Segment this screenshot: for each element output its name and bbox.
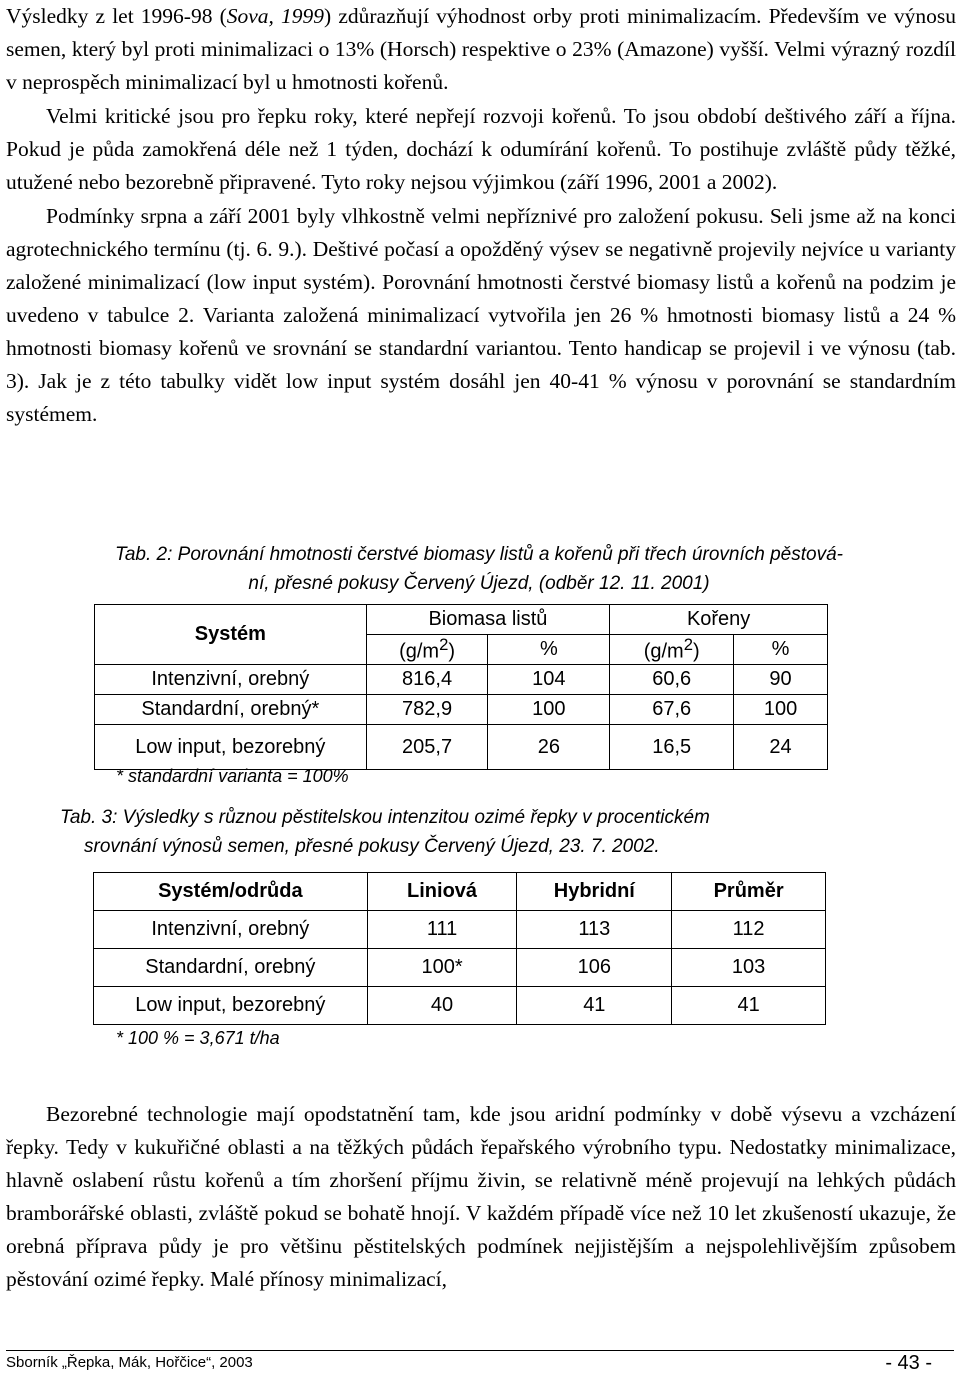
th-system-variety: Systém/odrůda bbox=[94, 873, 368, 911]
table3-caption-line1: Tab. 3: Výsledky s různou pěstitelskou intenzitou ozimé řepky v procentickém bbox=[60, 807, 710, 828]
table-row bbox=[95, 725, 828, 770]
cell-hybridni: 106 bbox=[517, 949, 672, 987]
unit-sup: 2 bbox=[439, 635, 449, 655]
footer-divider bbox=[6, 1350, 954, 1351]
paragraph-2: Velmi kritické jsou pro řepku roky, které nepřejí rozvoji kořenů. To jsou období deštivého září a října. Pokud je půda zamokřená déle než 1 týden, dochází k odumírání kořenů. To postihuje zvláště půdy těžké, utužené nebo bezorebně připravené. Tyto roky nejsou výjimkou (září 1996, 2001 a 2002). bbox=[6, 104, 956, 194]
table2-caption-line2: ní, přesné pokusy Červený Újezd, (odběr 12. 11. 2001) bbox=[248, 573, 710, 594]
cell-biomass-pct: 100 bbox=[488, 695, 610, 725]
cell-roots-g: 16,5 bbox=[610, 725, 734, 770]
table-row bbox=[94, 949, 826, 987]
table2 bbox=[94, 604, 828, 770]
table3-header-row bbox=[94, 873, 826, 911]
cell-biomass-g: 205,7 bbox=[366, 725, 488, 770]
cell-liniova: 40 bbox=[367, 987, 517, 1025]
cell-liniova: 111 bbox=[367, 911, 517, 949]
citation: Sova, 1999 bbox=[226, 4, 325, 28]
table-row bbox=[94, 911, 826, 949]
cell-prumer: 112 bbox=[672, 911, 826, 949]
th-biomass: Biomasa listů bbox=[366, 605, 610, 635]
cell-biomass-g: 816,4 bbox=[366, 665, 488, 695]
paragraph-1 bbox=[6, 0, 956, 99]
th-prumer: Průměr bbox=[672, 873, 826, 911]
th-system: Systém bbox=[95, 605, 367, 665]
table2-header-row1 bbox=[95, 605, 828, 635]
cell-prumer: 41 bbox=[672, 987, 826, 1025]
cell-hybridni: 41 bbox=[517, 987, 672, 1025]
table3 bbox=[93, 872, 826, 1025]
unit-post: ) bbox=[692, 640, 700, 663]
footer-source: Sborník „Řepka, Mák, Hořčice“, 2003 bbox=[6, 1354, 253, 1371]
table-row bbox=[94, 987, 826, 1025]
paragraph-3: Podmínky srpna a září 2001 byly vlhkostně velmi nepříznivé pro založení pokusu. Seli jsme až na konci agrotechnického termínu (tj. 6. 9.). Deštivé počasí a opožděný výsev se negativně projevily nejvíce u varianty založené minimalizací (low input systém). Porovnání hmotnosti čerstvé biomasy listů a kořenů na podzim je uvedeno v tabulce 2. Varianta založená minimalizací vytvořila jen 26 % hmotnosti biomasy listů a 24 % hmotnosti biomasy kořenů ve srovnání se standardní variantou. Tento handicap se projevil i ve výnosu (tab. 3). Jak je z této tabulky vidět low input systém dosáhl jen 40-41 % výnosu v porovnání se standardním systémem. bbox=[6, 204, 956, 426]
th-roots-unit bbox=[610, 635, 734, 665]
p1-pre: Výsledky z let 1996-98 ( bbox=[6, 4, 227, 28]
cell-system: Standardní, orebný bbox=[94, 949, 368, 987]
cell-system: Intenzivní, orebný bbox=[94, 911, 368, 949]
top-text bbox=[6, 0, 956, 431]
cell-roots-pct: 90 bbox=[734, 665, 828, 695]
unit-post: ) bbox=[448, 640, 456, 663]
unit-sup: 2 bbox=[683, 635, 693, 655]
table-row bbox=[95, 665, 828, 695]
unit-pre: (g/m bbox=[643, 640, 684, 663]
cell-roots-pct: 24 bbox=[734, 725, 828, 770]
cell-system: Low input, bezorebný bbox=[95, 725, 367, 770]
th-biomass-pct: % bbox=[488, 635, 610, 665]
th-roots: Kořeny bbox=[610, 605, 828, 635]
cell-system: Intenzivní, orebný bbox=[95, 665, 367, 695]
table2-caption bbox=[6, 540, 952, 598]
cell-biomass-pct: 26 bbox=[488, 725, 610, 770]
table2-caption-line1: Tab. 2: Porovnání hmotnosti čerstvé biomasy listů a kořenů při třech úrovních pěstová- bbox=[115, 544, 843, 565]
table3-caption bbox=[60, 803, 890, 861]
table-row bbox=[95, 695, 828, 725]
th-biomass-unit bbox=[366, 635, 488, 665]
paragraph-4: Bezorebné technologie mají opodstatnění tam, kde jsou aridní podmínky v době výsevu a vzcházení řepky. Tedy v kukuřičné oblasti a na těžkých půdách řepařského výrobního typu. Nedostatky minimalizace, hlavně oslabení růstu kořenů a tím zhoršení příjmu živin, se relativně méně projevují na lehkých půdách bramborářské oblasti, zvláště pokud se bohatě hnojí. V každém případě více než 10 let zkušeností ukazuje, že orebná příprava půdy je pro většinu pěstitelských podmínek nejjistějším a nejspolehlivějším způsobem pěstování ozimé řepky. Malé přínosy minimalizací, bbox=[6, 1102, 956, 1291]
cell-hybridni: 113 bbox=[517, 911, 672, 949]
cell-roots-pct: 100 bbox=[734, 695, 828, 725]
page-number: - 43 - bbox=[885, 1352, 932, 1374]
cell-system: Standardní, orebný* bbox=[95, 695, 367, 725]
cell-roots-g: 60,6 bbox=[610, 665, 734, 695]
th-hybridni: Hybridní bbox=[517, 873, 672, 911]
cell-roots-g: 67,6 bbox=[610, 695, 734, 725]
p1-post: ) zdůrazňují výhodnost orby proti minimalizacím. Především ve výnosu semen, který byl proti minimalizaci o 13% (Horsch) respektive o 23% (Amazone) vyšší. Velmi výrazný rozdíl v neprospěch minimalizací byl u hmotnosti kořenů. bbox=[6, 4, 957, 94]
table2-note: * standardní varianta = 100% bbox=[116, 766, 349, 786]
cell-prumer: 103 bbox=[672, 949, 826, 987]
cell-liniova: 100* bbox=[367, 949, 517, 987]
th-liniova: Liniová bbox=[367, 873, 517, 911]
cell-biomass-pct: 104 bbox=[488, 665, 610, 695]
table3-note: * 100 % = 3,671 t/ha bbox=[116, 1028, 280, 1048]
bottom-text bbox=[6, 1098, 956, 1296]
th-roots-pct: % bbox=[734, 635, 828, 665]
unit-pre: (g/m bbox=[399, 640, 440, 663]
table3-caption-line2: srovnání výnosů semen, přesné pokusy Červený Újezd, 23. 7. 2002. bbox=[84, 836, 660, 857]
cell-system: Low input, bezorebný bbox=[94, 987, 368, 1025]
cell-biomass-g: 782,9 bbox=[366, 695, 488, 725]
